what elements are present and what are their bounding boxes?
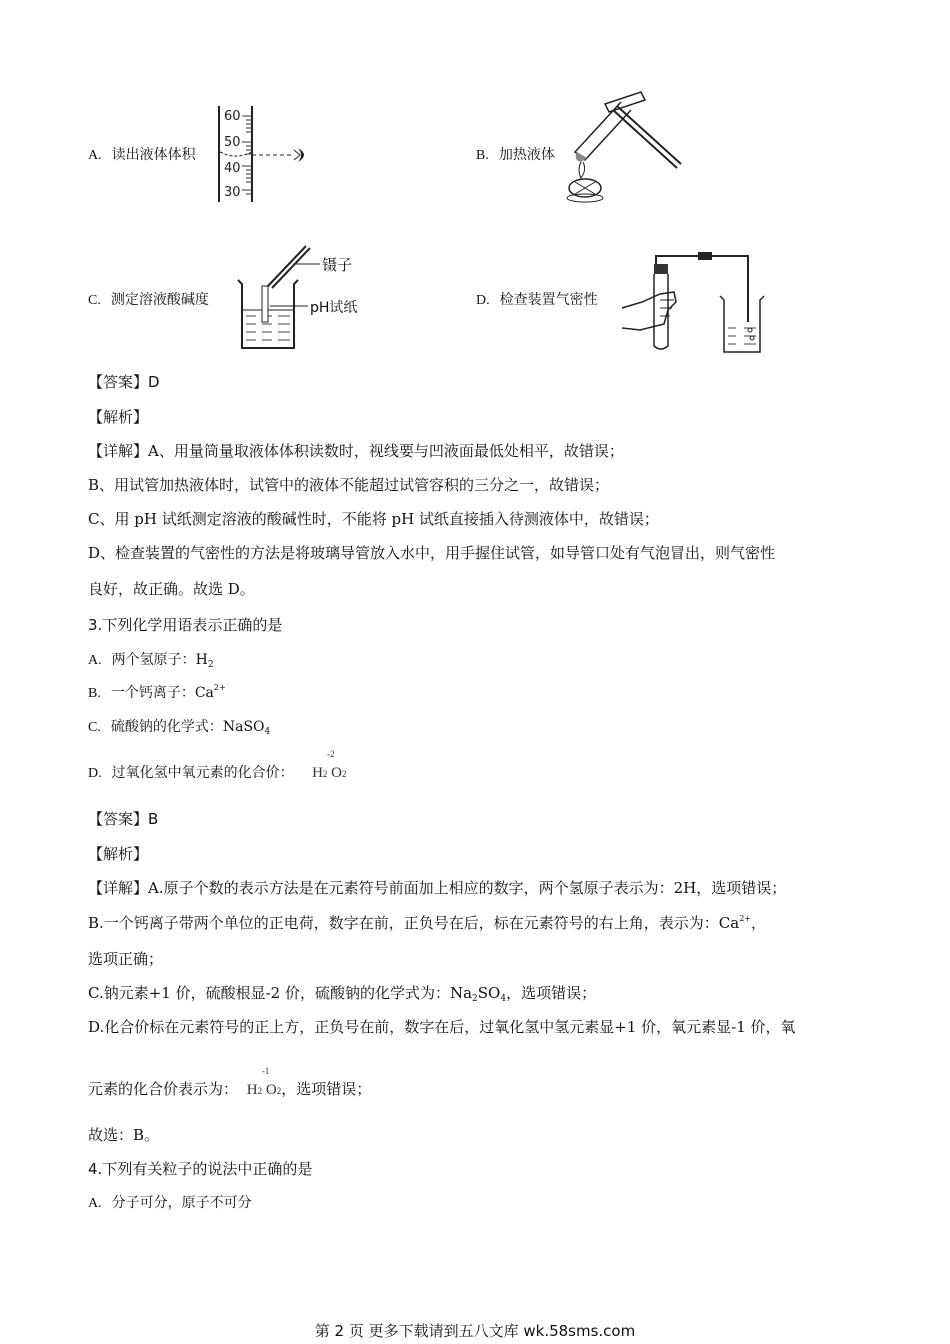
option-d: D. 检查装置气密性 [476, 292, 598, 308]
q3-option-b: B. 一个钙离子：$Ca^{2+}$ [88, 683, 226, 701]
hydrogen-peroxide-formula: H2 O2 -2 [312, 749, 347, 781]
q2-answer: 【答案】D [88, 373, 160, 391]
tick-60: 60 [224, 109, 241, 124]
q3-option-c: C. 硫酸钠的化学式：NaSO$_4$ [88, 719, 271, 737]
tick-50: 50 [224, 135, 241, 150]
q2-line-c: C、用 pH 试纸测定溶液的酸碱性时，不能将 pH 试纸直接插入待测液体中，故错误； [88, 510, 659, 528]
tick-30: 30 [224, 185, 241, 200]
q3-analysis-tag: 【解析】 [88, 845, 149, 863]
q3-answer: 【答案】B [88, 810, 159, 828]
tweezers-label: 镊子 [322, 256, 353, 274]
ph-test-figure [232, 244, 372, 354]
q3-line-b: B.一个钙离子带两个单位的正电荷，数字在前，正负号在后，标在元素符号的右上角，表示为：$Ca^{2+}$， [88, 914, 767, 932]
heating-liquid-figure [565, 90, 685, 205]
q3-detail-line: 【详解】A.原子个数的表示方法是在元素符号前面加上相应的数字，两个氢原子表示为：2H，选项错误； [88, 879, 787, 897]
ph-paper-label: pH试纸 [310, 300, 358, 316]
option-a: A. 读出液体体积 [88, 147, 196, 163]
q3-line-b-cont: 选项正确； [88, 950, 164, 968]
q3-line-d-cont: 元素的化合价表示为： H2 O2 -1 ，选项错误； [88, 1066, 372, 1098]
option-b: B. 加热液体 [476, 147, 555, 163]
q3-conclusion: 故选：B。 [88, 1126, 160, 1144]
q2-line-d: D、检查装置的气密性的方法是将玻璃导管放入水中，用手握住试管，如导管口处有气泡冒出，则气密性 [88, 544, 776, 562]
q3-option-a: A. 两个氢原子：$H_2$ [88, 652, 214, 670]
q2-line-conclusion: 良好，故正确。故选 D。 [88, 580, 255, 598]
airtightness-figure [620, 244, 780, 356]
q3-stem: 3.下列化学用语表示正确的是 [88, 616, 283, 634]
q2-analysis-tag: 【解析】 [88, 408, 149, 426]
option-c: C. 测定溶液酸碱度 [88, 292, 209, 308]
page-footer: 第 2 页 更多下载请到五八文库 wk.58sms.com [314, 1322, 636, 1340]
hydrogen-peroxide-valence: H2 O2 -1 [246, 1066, 282, 1098]
cylinder-reading-figure [210, 104, 325, 204]
q4-stem: 4.下列有关粒子的说法中正确的是 [88, 1160, 313, 1178]
q2-detail-line: 【详解】A、用量筒量取液体体积读数时，视线要与凹液面最低处相平，故错误； [88, 442, 624, 460]
q3-option-d: D. 过氧化氢中氧元素的化合价： H2 O2 -2 [88, 749, 347, 781]
eye-icon [298, 148, 304, 162]
q3-line-d: D.化合价标在元素符号的正上方，正负号在前，数字在后，过氧化氢中氢元素显+1 价，氧元素显-1 价，氧 [88, 1018, 796, 1036]
q2-line-b: B、用试管加热液体时，试管中的液体不能超过试管容积的三分之一，故错误； [88, 476, 610, 494]
tick-40: 40 [224, 161, 241, 176]
q3-line-c: C.钠元素+1 价，硫酸根显-2 价，硫酸钠的化学式为：$Na_2SO_4$，选项错误； [88, 984, 597, 1004]
q4-option-a: A. 分子可分，原子不可分 [88, 1195, 252, 1211]
